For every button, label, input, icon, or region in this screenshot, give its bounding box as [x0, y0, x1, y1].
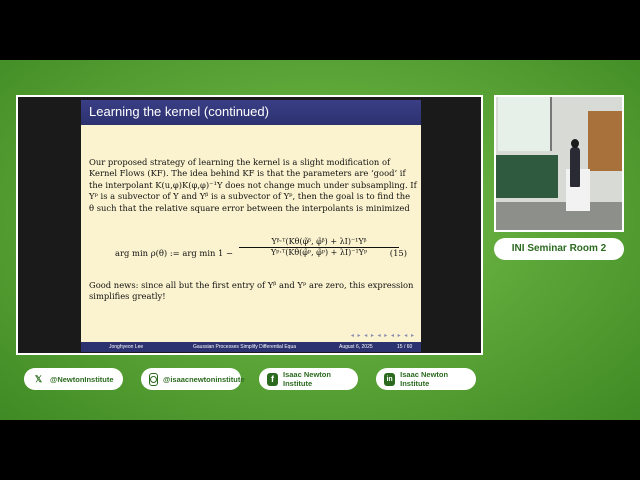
- letterbox-top: [0, 0, 640, 60]
- footer-author: Jonghyeon Lee: [109, 344, 144, 350]
- slide-title: Learning the kernel (continued): [89, 104, 269, 119]
- camera-floor: [496, 202, 622, 230]
- camera-whiteboard: [498, 97, 552, 151]
- speaker-camera: [494, 95, 624, 232]
- presentation-slide: [81, 100, 421, 352]
- room-label: INI Seminar Room 2: [494, 238, 624, 260]
- equation-denominator: Yᵖ·ᵀ(Kθ(φ̃ᵖ, φ̃ᵖ) + λI)⁻¹Yᵖ: [270, 248, 368, 257]
- social-linkedin-label: Isaac Newton Institute: [400, 370, 449, 388]
- slide-closing: Good news: since all but the first entry of Yᵝ and Yᵖ are zero, this expression simplifies greatly!: [89, 280, 414, 302]
- x-icon: 𝕏: [34, 373, 43, 384]
- slide-view: [16, 95, 483, 355]
- slide-paragraph: [89, 157, 417, 214]
- footer-page: 15 / 60: [397, 344, 413, 350]
- social-x-label: @NewtonInstitute: [50, 374, 114, 384]
- instagram-icon: [149, 373, 158, 386]
- equation-numerator: Yᵝ·ᵀ(Kθ(φ̃ᵝ, φ̃ᵝ) + λI)⁻¹Yᵝ: [239, 237, 399, 248]
- social-facebook-label: Isaac Newton Institute: [283, 370, 331, 388]
- social-instagram-label: @isaacnewtoninstitute: [163, 374, 245, 384]
- equation-number: (15): [389, 248, 407, 258]
- equation-fraction: [239, 237, 399, 257]
- camera-door: [588, 111, 622, 171]
- facebook-icon: f: [267, 373, 278, 386]
- social-linkedin[interactable]: [376, 368, 476, 390]
- speaker-head: [571, 139, 579, 148]
- camera-chalkboard: [496, 155, 558, 198]
- beamer-nav-symbols: ◂ ▸ ◂ ▸ ◂ ▸ ◂ ▸ ◂ ▸: [350, 333, 415, 339]
- footer-talk-title: Gaussian Processes Simplify Differential Equa: [193, 344, 297, 350]
- social-instagram[interactable]: [141, 368, 245, 390]
- slide-title-bar: [81, 100, 421, 125]
- slide-footer: [81, 342, 421, 352]
- social-x[interactable]: [24, 368, 123, 390]
- linkedin-icon: in: [384, 373, 395, 386]
- footer-date: August 6, 2025: [339, 344, 373, 350]
- equation-lhs: arg min ρ(θ) := arg min 1 −: [115, 248, 234, 258]
- letterbox-bottom: [0, 420, 640, 480]
- speaker-figure: [570, 147, 580, 187]
- equation: [89, 235, 417, 275]
- slide-paragraph-text: Our proposed strategy of learning the kernel is a slight modification of Kernel Flows (KF). The idea behind KF is that the parameters are ‘good’ if the interpolant K(u,φ)K(φ,φ)⁻¹Y does not change much under subsampling. If Yᵖ is a subvector of Y and Yᵝ is a subvector of Yᵖ, then the goal is to find the θ such that the relative square error between the interpolants is minimized: [89, 157, 417, 213]
- social-facebook[interactable]: [259, 368, 358, 390]
